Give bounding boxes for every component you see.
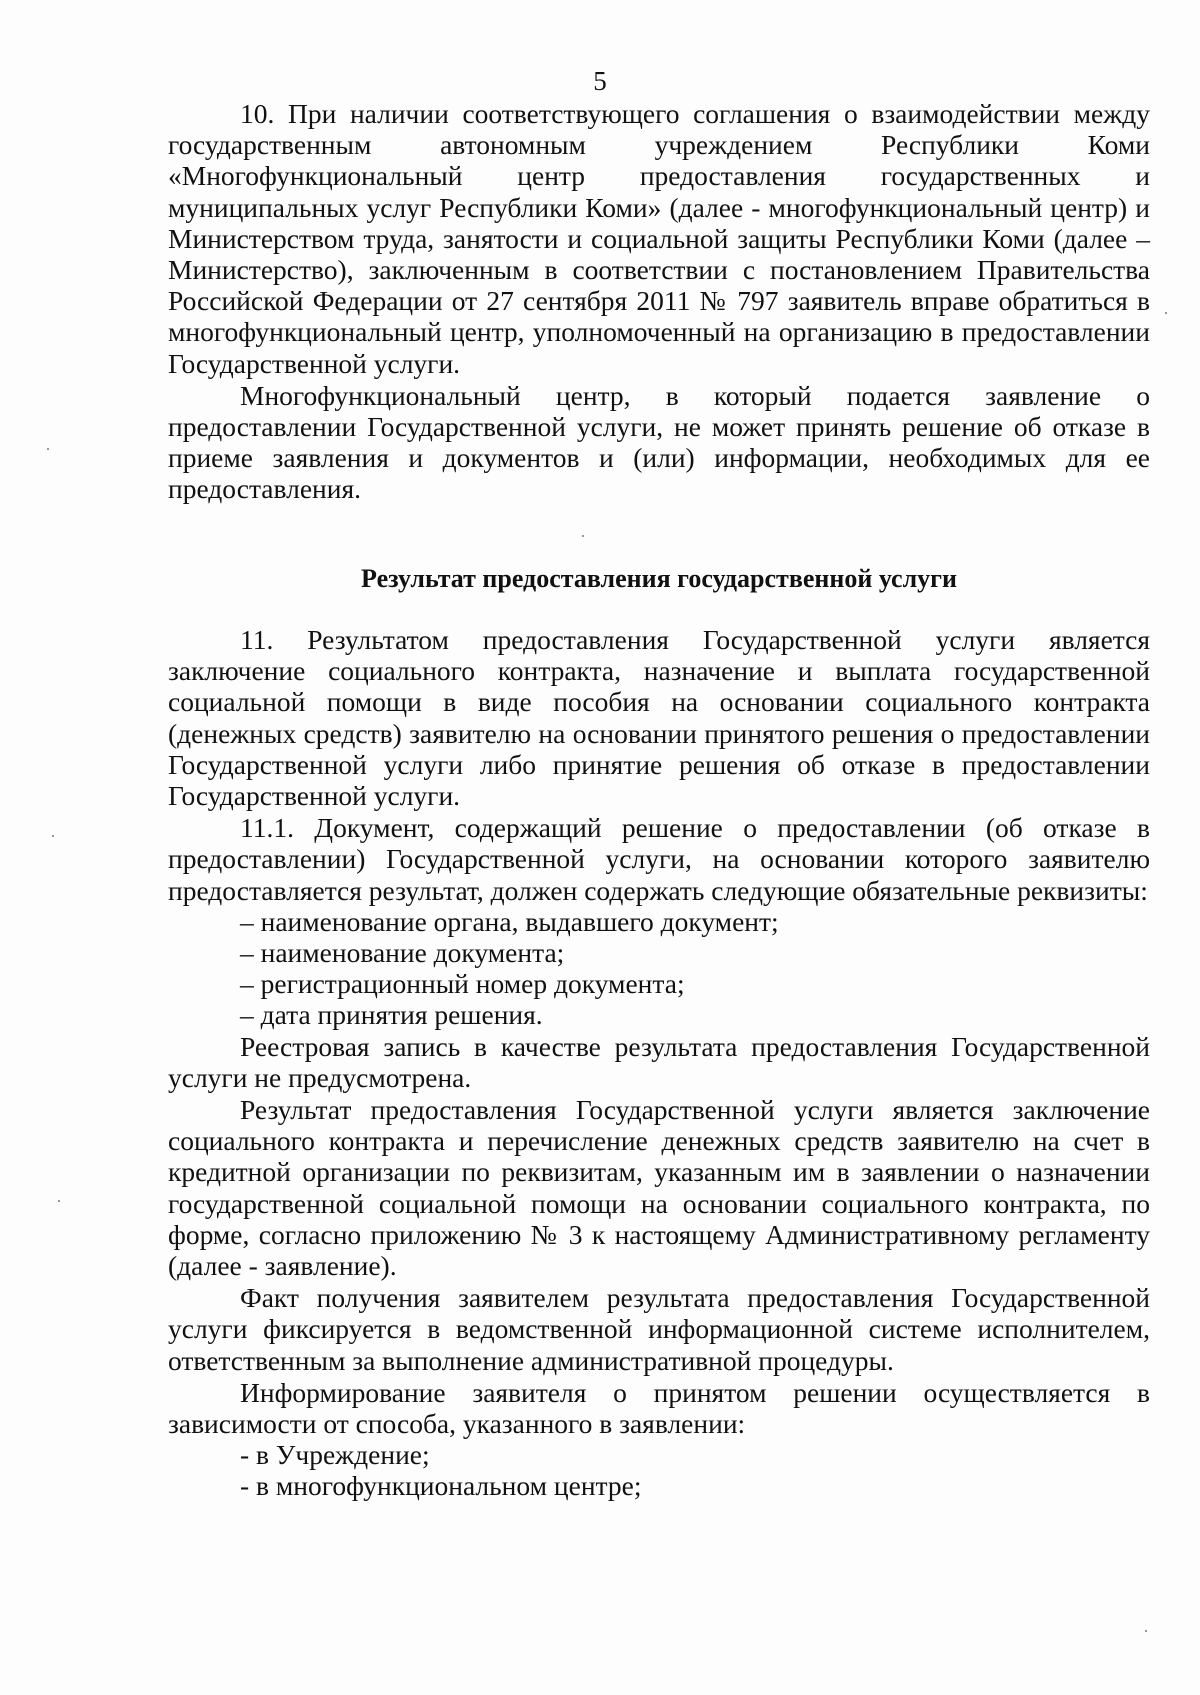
section-intro (168, 98, 1150, 505)
scan-speck (47, 448, 49, 450)
scan-speck (58, 1200, 60, 1202)
list-item: - в Учреждение; (240, 1439, 430, 1471)
paragraph-receipt-fixation: Факт получения заявителем результата предоставления Государственной услуги фиксируется в ведомственной информационной системе исполнителем, ответственным за выполнение административной процедуры. (168, 1282, 1150, 1376)
scan-speck (582, 535, 584, 537)
scan-speck (52, 835, 54, 837)
paragraph-10: 10. При наличии соответствующего соглашения о взаимодействии между государственным автономным учреждением Республики Коми «Многофункциональный центр предоставления государственных и муниципальных услуг Республики Коми» (далее - многофункциональный центр) и Министерством труда, занятости и социальной защиты Республики Коми (далее – Министерство), заключенным в соответствии с постановлением Правительства Российской Федерации от 27 сентября 2011 № 797 заявитель вправе обратиться в многофункциональный центр, уполномоченный на организацию в предоставлении Государственной услуги. (168, 98, 1150, 379)
paragraph-result-contract: Результат предоставления Государственной услуги является заключение социального контракта и перечисление денежных средств заявителю на счет в кредитной организации по реквизитам, указанным им в заявлении о назначении государственной социальной помощи на основании социального контракта, по форме, согласно приложению № 3 к настоящему Административному регламенту (далее - заявление). (168, 1094, 1150, 1282)
paragraph-informing: Информирование заявителя о принятом решении осуществляется в зависимости от способа, указанного в заявлении: (168, 1376, 1150, 1440)
paragraph-registry-entry: Реестровая запись в качестве результата предоставления Государственной услуги не предусмотрена. (168, 1030, 1150, 1093)
paragraph-11-1: 11.1. Документ, содержащий решение о предоставлении (об отказе в предоставлении) Государственной услуги, на основании которого заявителю предоставляется результат, должен содержать следующие обязательные реквизиты: (168, 812, 1150, 906)
list-item: - в многофункциональном центре; (240, 1470, 642, 1502)
list-item: – дата принятия решения. (240, 999, 543, 1031)
list-item: – наименование органа, выдавшего документ; (240, 905, 779, 937)
paragraph-mfc-refusal: Многофункциональный центр, в который подается заявление о предоставлении Государственной услуги, не может принять решение об отказе в приеме заявления и документов и (или) информации, необходимых для ее предоставления. (168, 379, 1150, 505)
section-heading: Результат предоставления государственной услуги (361, 564, 957, 593)
list-item: – регистрационный номер документа; (240, 968, 685, 1000)
page-number: 5 (593, 66, 607, 96)
paragraph-11: 11. Результатом предоставления Государственной услуги является заключение социального контракта, назначение и выплата государственной социальной помощи в виде пособия на основании социального контракта (денежных средств) заявителю на основании принятого решения о предоставлении Государственной услуги либо принятие решения об отказе в предоставлении Государственной услуги. (168, 624, 1150, 812)
scan-speck (1145, 1630, 1147, 1632)
scan-speck (1165, 312, 1167, 314)
section-result (168, 624, 1150, 1502)
list-item: – наименование документа; (240, 937, 565, 969)
